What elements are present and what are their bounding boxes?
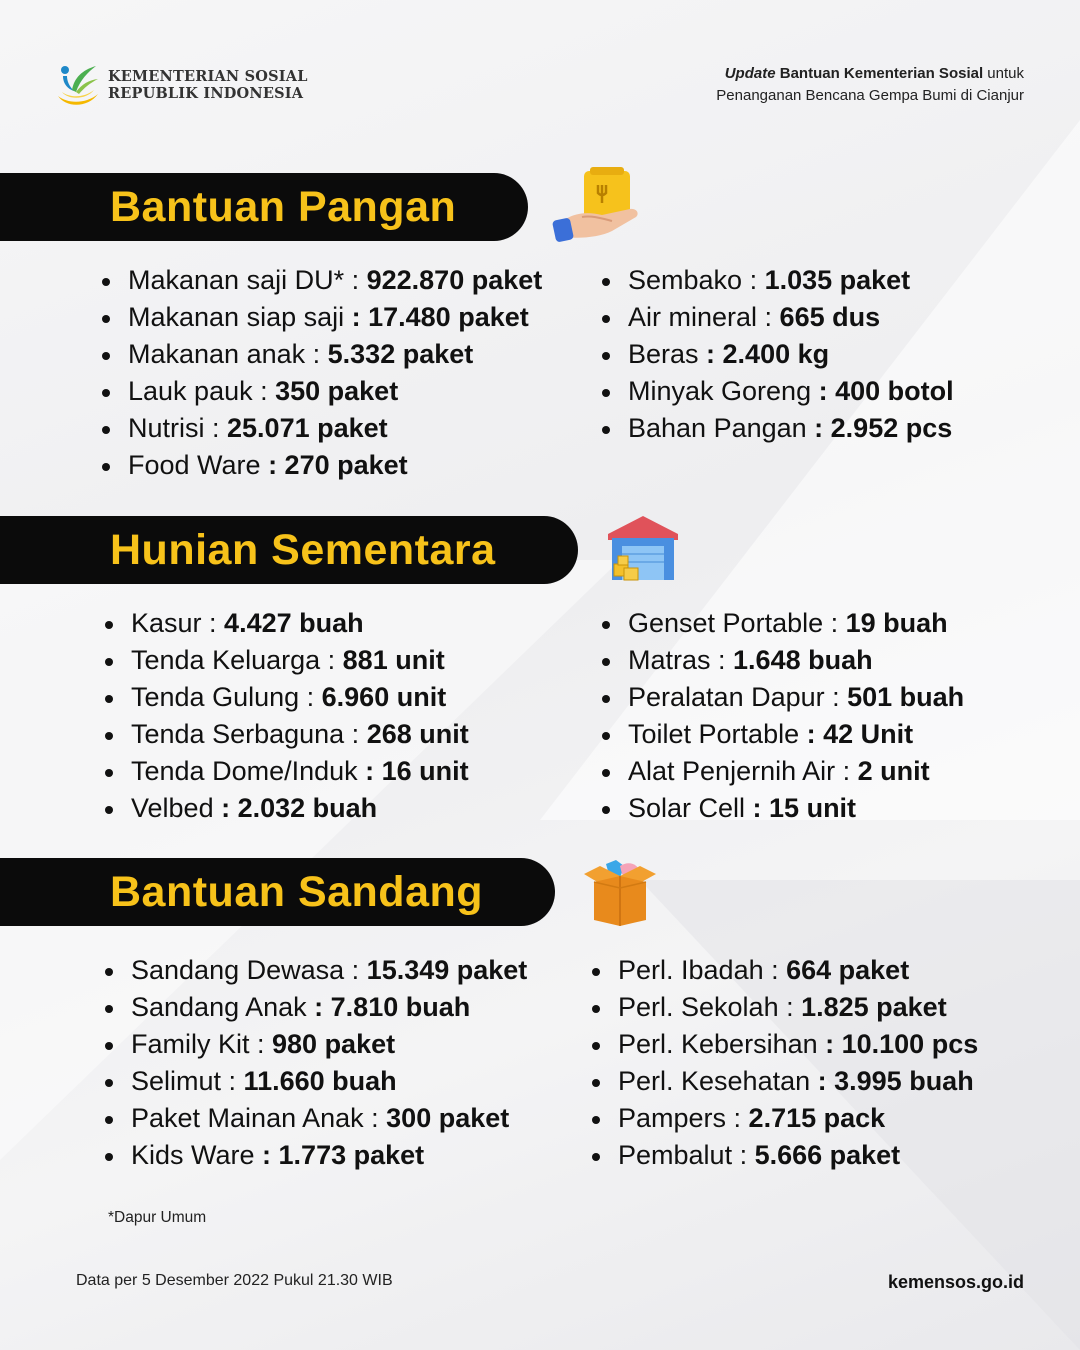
list-item: Makanan anak : 5.332 paket	[102, 336, 542, 373]
list-item: Food Ware : 270 paket	[102, 447, 542, 484]
list-item: Peralatan Dapur : 501 buah	[602, 679, 964, 716]
food-aid-hand-icon	[552, 165, 644, 245]
list-item: Sembako : 1.035 paket	[602, 262, 954, 299]
header-line2: Penanganan Bencana Gempa Bumi di Cianjur	[716, 87, 1024, 104]
list-hunian-left	[105, 605, 469, 827]
header-subtitle	[716, 63, 1024, 107]
list-item: Alat Penjernih Air : 2 unit	[602, 753, 964, 790]
list-item: Minyak Goreng : 400 botol	[602, 373, 954, 410]
logo-line2: REPUBLIK INDONESIA	[108, 85, 304, 102]
header-bold-text: Bantuan Kementerian Sosial	[779, 65, 984, 82]
list-item: Makanan siap saji : 17.480 paket	[102, 299, 542, 336]
section-banner-sandang	[0, 858, 555, 926]
list-item: Genset Portable : 19 buah	[602, 605, 964, 642]
list-item: Toilet Portable : 42 Unit	[602, 716, 964, 753]
list-hunian-right	[602, 605, 964, 827]
website-link[interactable]: kemensos.go.id	[887, 1272, 1024, 1292]
list-item: Perl. Ibadah : 664 paket	[592, 952, 978, 989]
section-title: Bantuan Sandang	[110, 868, 484, 916]
list-item: Sandang Dewasa : 15.349 paket	[105, 952, 527, 989]
kemensos-logo	[56, 62, 308, 108]
section-banner-pangan	[0, 173, 528, 241]
list-item: Selimut : 11.660 buah	[105, 1063, 527, 1100]
list-item: Perl. Sekolah : 1.825 paket	[592, 989, 978, 1026]
list-item: Velbed : 2.032 buah	[105, 790, 469, 827]
list-item: Solar Cell : 15 unit	[602, 790, 964, 827]
list-item: Family Kit : 980 paket	[105, 1026, 527, 1063]
list-item: Kasur : 4.427 buah	[105, 605, 469, 642]
list-pangan-left	[102, 262, 542, 484]
list-item: Perl. Kesehatan : 3.995 buah	[592, 1063, 978, 1100]
footnote: *Dapur Umum	[108, 1209, 207, 1226]
list-item: Beras : 2.400 kg	[602, 336, 954, 373]
list-item: Perl. Kebersihan : 10.100 pcs	[592, 1026, 978, 1063]
list-item: Pembalut : 5.666 paket	[592, 1137, 978, 1174]
list-item: Makanan saji DU* : 922.870 paket	[102, 262, 542, 299]
list-item: Pampers : 2.715 pack	[592, 1100, 978, 1137]
list-item: Sandang Anak : 7.810 buah	[105, 989, 527, 1026]
data-date: Data per 5 Desember 2022 Pukul 21.30 WIB	[76, 1272, 393, 1289]
list-item: Air mineral : 665 dus	[602, 299, 954, 336]
warehouse-icon	[602, 512, 684, 586]
list-item: Paket Mainan Anak : 300 paket	[105, 1100, 527, 1137]
section-title: Bantuan Pangan	[110, 183, 457, 231]
list-item: Lauk pauk : 350 paket	[102, 373, 542, 410]
list-item: Kids Ware : 1.773 paket	[105, 1137, 527, 1174]
list-sandang-left	[105, 952, 527, 1174]
list-item: Bahan Pangan : 2.952 pcs	[602, 410, 954, 447]
list-item: Nutrisi : 25.071 paket	[102, 410, 542, 447]
list-item: Tenda Serbaguna : 268 unit	[105, 716, 469, 753]
list-pangan-right	[602, 262, 954, 447]
section-title: Hunian Sementara	[110, 526, 496, 574]
list-sandang-right	[592, 952, 978, 1174]
section-banner-hunian	[0, 516, 578, 584]
logo-line1: KEMENTERIAN SOSIAL	[108, 68, 308, 85]
header-rest-text: untuk	[987, 65, 1024, 82]
list-item: Tenda Gulung : 6.960 unit	[105, 679, 469, 716]
list-item: Tenda Keluarga : 881 unit	[105, 642, 469, 679]
kemensos-emblem-icon	[56, 62, 100, 108]
list-item: Matras : 1.648 buah	[602, 642, 964, 679]
list-item: Tenda Dome/Induk : 16 unit	[105, 753, 469, 790]
clothing-box-icon	[580, 856, 660, 928]
update-label: Update	[724, 65, 776, 82]
